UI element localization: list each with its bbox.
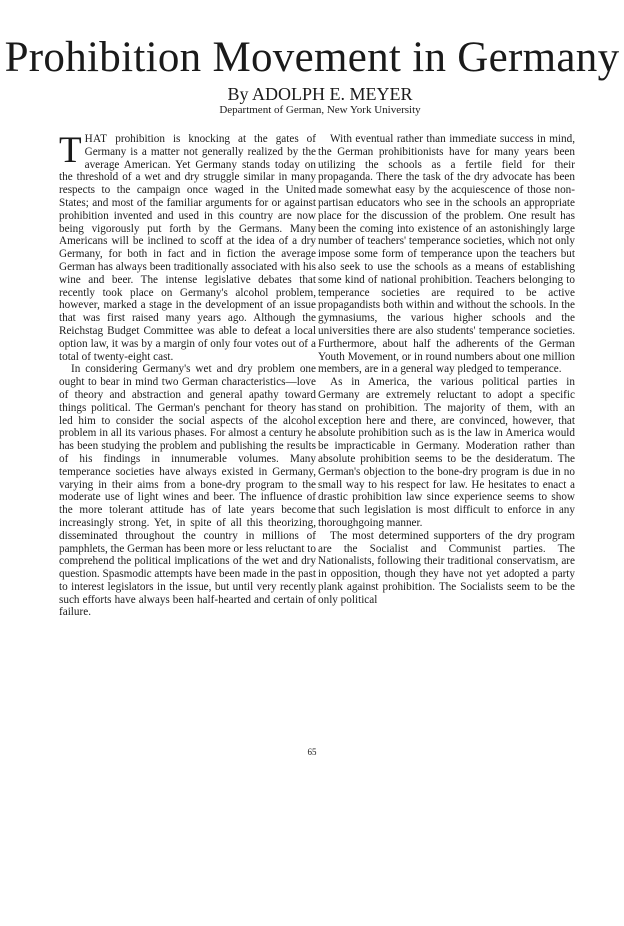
page-number: 65 xyxy=(307,747,317,757)
paragraph: As in America, the various political parties in Germany are extremely reluctant to adopt a specific stand on prohibition. The majority of them, with an exception here and there, are convinced, however, that absolute prohibition such as is the law in America would be impracticable in Germany. Moderation rather than absolute prohibition seems to be the desideratum. The German's objection to the bone-dry program is due in no small way to his respect for law. He hesitates to enact a drastic prohibition law since experience seems to show that such legislation is most difficult to enforce in any thoroughgoing manner. xyxy=(318,376,575,529)
paragraph: The most determined supporters of the dry program are the Socialist and Communist parties. The Nationalists, following their traditional conservatism, are in opposition, though they have not yet adopted a party plank against prohibition. The Socialists seem to be the only political xyxy=(318,529,575,606)
drop-cap: T xyxy=(59,130,82,171)
article-title: Prohibition Movement in Germany xyxy=(4,34,620,81)
left-column xyxy=(59,130,316,619)
paragraph xyxy=(59,130,316,363)
byline: By ADOLPH E. MEYER xyxy=(227,84,413,104)
right-column xyxy=(318,133,575,606)
paragraph: With eventual rather than immediate success in mind, the German prohibitionists have for many years been utilizing the schools as a fertile field for their propaganda. There the task of the dry advocate has been made somewhat easy by the acquiescence of those non-partisan educators who see in the schools an appropriate place for the discussion of the problem. One result has been the coming into existence of an astonishingly large number of teachers' temperance societies, which not only impose some form of temperance upon the teachers but also seek to use the schools as a means of establishing some kind of national prohibition. Teachers belonging to temperance societies are required to be active propagandists both within and without the schools. In the gymnasiums, the various higher schools and the universities there are also students' temperance societies. Furthermore, about half the adherents of the German Youth Movement, or in round numbers about one million members, are in a general way pledged to temperance. xyxy=(318,133,575,376)
lead-caps: HAT xyxy=(84,133,108,145)
author-affiliation: Department of German, New York University xyxy=(219,104,421,116)
paragraph: In considering Germany's wet and dry problem one ought to bear in mind two German characteristics—love of theory and abstraction and general apathy toward things political. The German's penchant for theory has led him to consider the social aspects of the alcohol problem in all its various phases. For almost a century he has been studying the problem and publishing the results of his findings in innumerable volumes. Many temperance societies have always existed in Germany, varying in their aims from a bone-dry program to the moderate use of light wines and beer. The influence of the more tolerant attitude has of late years become increasingly strong. Yet, in spite of all this theorizing, disseminated throughout the country in millions of pamphlets, the German has been more or less reluctant to comprehend the political implications of the wet and dry question. Spasmodic attempts have been made in the past to interest legislators in the issue, but until very recently such efforts have always been half-hearted and certain of failure. xyxy=(59,363,316,619)
paragraph-text: prohibition is knocking at the gates of Germany is a matter not generally realized by the average American. Yet Germany stands today on the threshold of a wet and dry struggle similar in many respects to the campaign once waged in the United States; and most of the familiar arguments for or against prohibition invented and used in this country are now being vigorously put forth by the Germans. Many Americans will be inclined to scoff at the idea of a dry Germany, for both in fact and in fiction the average German has always been traditionally associated with his wine and beer. The intense legislative debates that recently took place on Germany's alcohol problem, however, marked a stage in the development of an issue that was first raised many years ago. Although the Reichstag Budget Committee was able to defeat a local option law, it was by a margin of only four votes out of a total of twenty-eight cast. xyxy=(59,133,316,363)
